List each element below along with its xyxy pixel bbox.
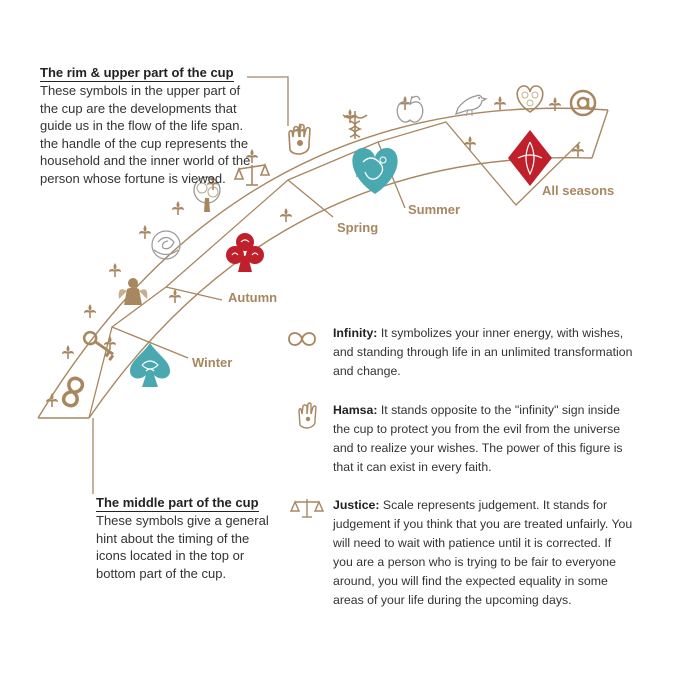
legend-name: Justice: (333, 498, 380, 512)
legend-text: It stands opposite to the "infinity" sign inside the cup to protect you from the evil from the universe and to realize your wishes. The power of this figure is that it can exist in every faith. (333, 403, 623, 474)
legend-item-hamsa (333, 401, 633, 477)
rose-icon (152, 231, 180, 259)
legend-text: Scale represents judgement. It stands for judgement if you think that you are treated unfairly. You will need to wait with patience until it is corrected. If you are a person who is trying to be fair to everyone around, you will find the expected equality in some areas of your life during the upcoming days. (333, 498, 633, 607)
middle-title: The middle part of the cup (96, 495, 259, 510)
hamsa-icon (289, 125, 310, 155)
season-summer: Summer (408, 202, 461, 217)
legend-item-justice (333, 496, 633, 610)
legend-item-infinity (333, 324, 633, 381)
middle-body: These symbols give a general hint about the timing of the icons located in the top or bottom part of the cup. (96, 513, 269, 581)
at-sign-icon (571, 91, 595, 115)
legend-scale-icon (291, 499, 323, 517)
legend-name: Infinity: (333, 326, 378, 340)
season-spring: Spring (337, 220, 379, 235)
rim-body: These symbols in the upper part of the cup are the developments that guide us in the flow of the life span. the handle of the cup represents the household and the inner world of the person whose fortune is viewed. (40, 83, 251, 186)
season-autumn: Autumn (228, 290, 278, 305)
legend-infinity-icon (289, 333, 315, 345)
winter-spade-icon (130, 343, 170, 387)
rim-description (40, 64, 255, 187)
legend-name: Hamsa: (333, 403, 378, 417)
infinity-icon (62, 377, 84, 408)
legend-hamsa-icon (299, 403, 316, 428)
all-seasons-diamond-icon (508, 130, 552, 186)
legend-text: It symbolizes your inner energy, with wishes, and standing through life in an unlimited transformation and change. (333, 326, 633, 378)
season-winter: Winter (192, 355, 233, 370)
apple-icon (397, 96, 423, 122)
rim-title: The rim & upper part of the cup (40, 65, 234, 80)
season-all: All seasons (542, 183, 615, 198)
spring-heart-icon (352, 148, 397, 194)
middle-description (96, 494, 286, 582)
